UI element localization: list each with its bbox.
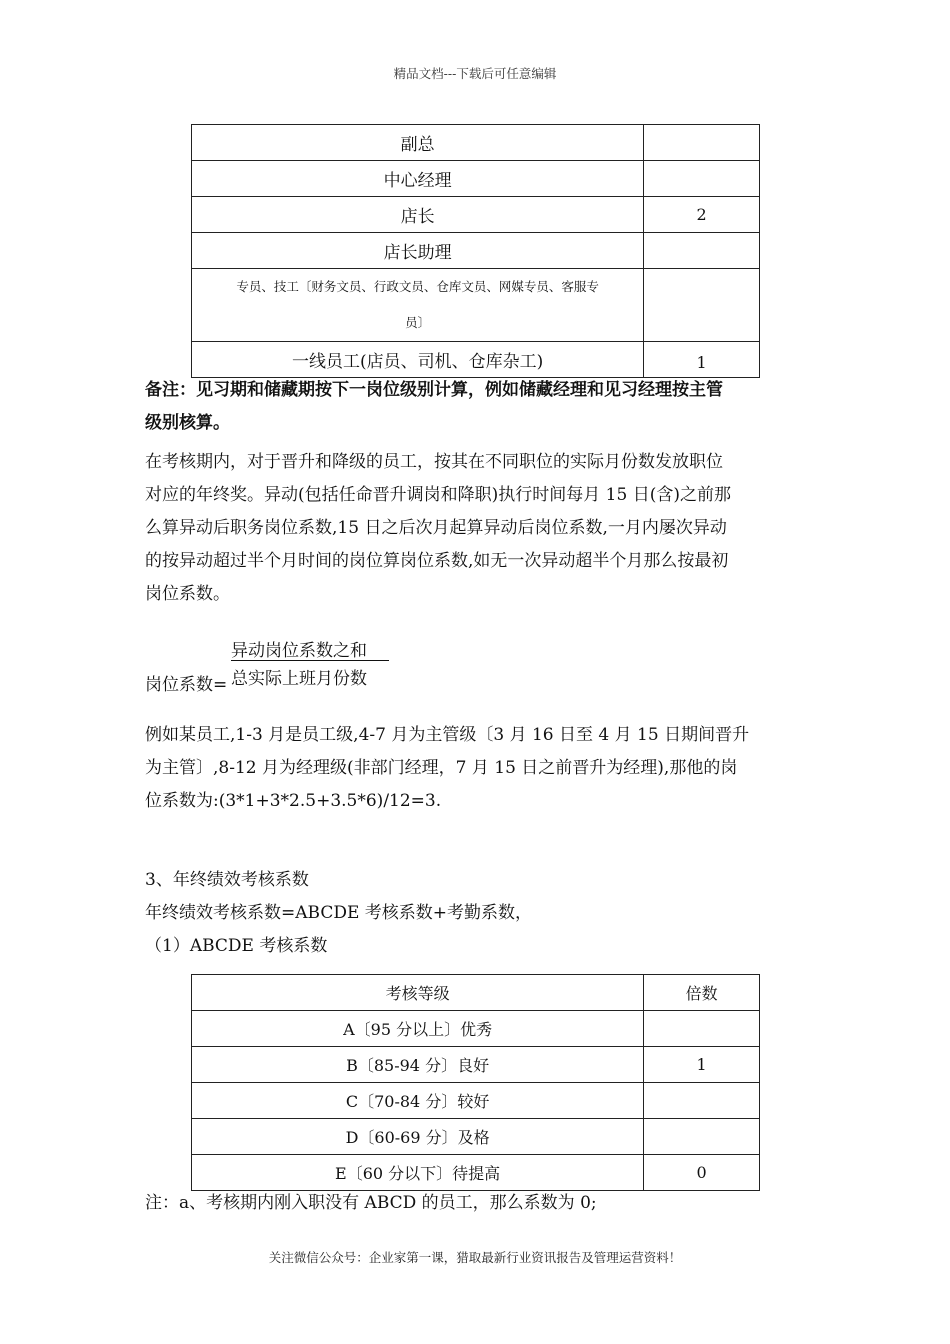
table-header-row bbox=[192, 975, 760, 1011]
section-3 bbox=[145, 864, 810, 963]
multiple-value: 0 bbox=[696, 1163, 707, 1182]
table-row bbox=[192, 1083, 760, 1119]
table-row bbox=[192, 161, 760, 197]
table-row bbox=[192, 1155, 760, 1191]
paragraph-line: 在考核期内，对于晋升和降级的员工，按其在不同职位的实际月份数发放职位 bbox=[145, 452, 723, 472]
note-line: 备注：见习期和储藏期按下一岗位级别计算，例如储藏经理和见习经理按主管 bbox=[145, 380, 723, 400]
paragraph-line: 例如某员工,1-3 月是员工级,4-7 月为主管级〔3 月 16 日至 4 月 15 日期间晋升 bbox=[145, 725, 750, 745]
level-cell: E〔60 分以下〕待提高 bbox=[192, 1155, 644, 1191]
coefficient-cell bbox=[644, 233, 760, 269]
table-row bbox=[192, 342, 760, 378]
coefficient-cell bbox=[644, 269, 760, 342]
position-cell: 店长助理 bbox=[192, 233, 644, 269]
note-new-hire: 注：a、考核期内刚入职没有 ABCD 的员工，那么系数为 0; bbox=[145, 1193, 597, 1213]
section-subtitle: （1）ABCDE 考核系数 bbox=[145, 936, 328, 956]
formula-numerator: 异动岗位系数之和 bbox=[231, 641, 367, 661]
position-cell: 副总 bbox=[192, 125, 644, 161]
paragraph-line: 的按异动超过半个月时间的岗位算岗位系数,如无一次异动超半个月那么按最初 bbox=[145, 551, 729, 571]
coefficient-cell: 2 bbox=[644, 197, 760, 233]
coefficient-cell bbox=[644, 161, 760, 197]
page-header: 精品文档---下载后可任意编辑 bbox=[393, 66, 557, 81]
paragraph-line: 为主管〕,8-12 月为经理级(非部门经理，7 月 15 日之前晋升为经理),那他的岗 bbox=[145, 758, 738, 778]
multiple-cell bbox=[644, 1155, 760, 1191]
position-label-line: 员〕 bbox=[405, 315, 431, 330]
level-cell: C〔70-84 分〕较好 bbox=[192, 1083, 644, 1119]
paragraph-line: 位系数为:(3*1+3*2.5+3.5*6)/12=3. bbox=[145, 791, 442, 811]
paragraph-promotion bbox=[145, 446, 810, 611]
paragraph-line: 对应的年终奖。异动(包括任命晋升调岗和降职)执行时间每月 15 日(含)之前那 bbox=[145, 485, 731, 505]
coefficient-cell bbox=[644, 342, 760, 378]
note-bold bbox=[145, 374, 810, 440]
position-cell: 中心经理 bbox=[192, 161, 644, 197]
header-multiple: 倍数 bbox=[644, 975, 760, 1011]
formula-label: 岗位系数= bbox=[145, 675, 228, 695]
table-row bbox=[192, 1119, 760, 1155]
section-title: 3、年终绩效考核系数 bbox=[145, 870, 309, 890]
table-row bbox=[192, 125, 760, 161]
formula-denominator: 总实际上班月份数 bbox=[231, 669, 367, 689]
position-label-line: 专员、技工〔财务文员、行政文员、仓库文员、网媒专员、客服专 bbox=[236, 279, 599, 294]
multiple-value: 1 bbox=[696, 1055, 707, 1074]
table-row bbox=[192, 1011, 760, 1047]
level-cell: B〔85-94 分〕良好 bbox=[192, 1047, 644, 1083]
paragraph-example bbox=[145, 719, 810, 818]
abcde-rating-table bbox=[191, 974, 760, 1191]
note-line: 级别核算。 bbox=[145, 413, 230, 433]
coefficient-value: 1 bbox=[696, 353, 707, 372]
multiple-cell bbox=[644, 1047, 760, 1083]
multiple-cell bbox=[644, 1083, 760, 1119]
position-cell: 一线员工(店员、司机、仓库杂工) bbox=[192, 342, 644, 378]
position-cell bbox=[192, 269, 644, 342]
page-footer: 关注微信公众号：企业家第一课，猎取最新行业资讯报告及管理运营资料！ bbox=[268, 1250, 682, 1265]
table-row bbox=[192, 1047, 760, 1083]
multiple-cell bbox=[644, 1119, 760, 1155]
header-level: 考核等级 bbox=[192, 975, 644, 1011]
level-cell: A〔95 分以上〕优秀 bbox=[192, 1011, 644, 1047]
paragraph-line: 岗位系数。 bbox=[145, 584, 230, 604]
table-row bbox=[192, 269, 760, 342]
paragraph-line: 么算异动后职务岗位系数,15 日之后次月起算异动后岗位系数,一月内屡次异动 bbox=[145, 518, 727, 538]
position-cell: 店长 bbox=[192, 197, 644, 233]
fraction-bar bbox=[231, 660, 389, 661]
multiple-cell bbox=[644, 1011, 760, 1047]
table-row bbox=[192, 197, 760, 233]
level-cell: D〔60-69 分〕及格 bbox=[192, 1119, 644, 1155]
coefficient-cell bbox=[644, 125, 760, 161]
section-formula: 年终绩效考核系数=ABCDE 考核系数+考勤系数， bbox=[145, 903, 533, 923]
position-coefficient-table bbox=[191, 124, 760, 378]
table-row bbox=[192, 233, 760, 269]
